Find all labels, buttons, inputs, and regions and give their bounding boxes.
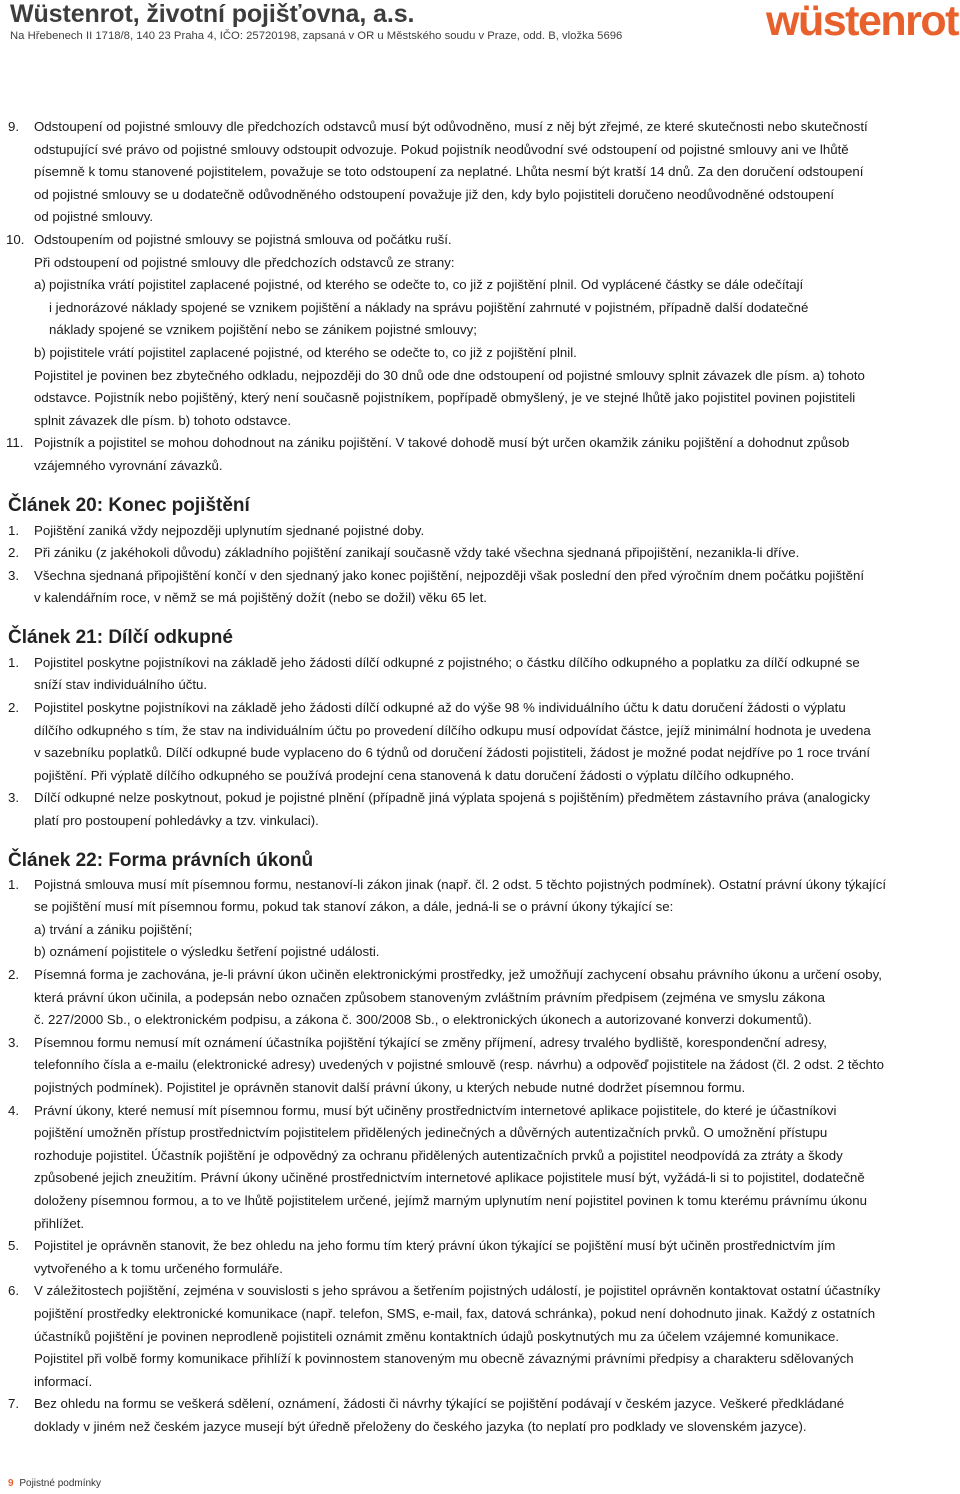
text-line: Všechna sjednaná připojištění končí v den sjednaný jako konec pojištění, nejpozději však poslední den před výročním dnem počátku pojištění	[34, 567, 865, 583]
text-line: splnit závazek dle písm. b) tohoto odstavce.	[34, 412, 292, 428]
company-name: Wüstenrot, životní pojišťovna, a.s.	[10, 0, 415, 28]
text-line: vzájemného vyrovnání závazků.	[34, 457, 223, 473]
sub-item-text: pojistitele vrátí pojistitel zaplacené pojistné, od kterého se odečte to, co již z pojištění plnil.	[49, 344, 577, 360]
text-line: se pojištění musí mít písemnou formu, pokud tak stanoví zákon, a dále, jedná-li se o právní úkony týkající se:	[34, 899, 674, 915]
paragraph-number: 9.	[8, 119, 20, 134]
paragraph-number: 1.	[8, 876, 20, 892]
paragraph-number: 2.	[8, 700, 20, 716]
paragraph-number: 3.	[8, 790, 20, 806]
paragraph-number: 2.	[8, 967, 20, 982]
company-address: Na Hřebenech II 1718/8, 140 23 Praha 4, IČO: 25720198, zapsaná v OR u Městského soudu v Praze, odd. B, vložka 5696	[10, 30, 623, 42]
text-line: telefonního čísla a e-mailu (elektronické adresy) uvedených v pojistné smlouvě (resp. návrhu) a odpověď pojistitele na žádost (čl. 2 odst. 2 těchto	[34, 1057, 884, 1073]
paragraph	[8, 565, 952, 610]
paragraph	[8, 1032, 952, 1100]
sub-item-label: b)	[34, 944, 46, 960]
text-line: vytvořeného a k tomu určeného formuláře.	[34, 1260, 283, 1276]
text-line: způsobené jejich zneužitím. Právní úkony učiněné prostřednictvím internetové aplikace pojistitele musí být, vyžádá-li si to pojistitel, dodatečně	[34, 1170, 865, 1186]
paragraph-number: 3.	[8, 1034, 20, 1050]
page-footer	[8, 1478, 101, 1489]
text-line: pojištění. Při výplatě dílčího odkupného se používá prodejní cena stanovená k datu doručení žádosti o výplatu dílčího odkupného.	[34, 767, 795, 783]
text-line: která právní úkon učinila, a podepsán nebo označen způsobem stanoveným zvláštním právním předpisem (zejména ve smyslu zákona	[34, 989, 826, 1005]
paragraph-number: 7.	[8, 1396, 20, 1412]
paragraph	[8, 1393, 952, 1438]
text-line: Při zániku (z jakéhokoli důvodu) základního pojištění zanikají současně vždy také všechna sjednaná připojištění, nezanikla-li dříve.	[34, 545, 800, 561]
text-line: sníží stav individuálního účtu.	[34, 677, 208, 693]
text-line: pojistných podmínek). Pojistitel je oprávněn stanovit další právní úkony, u kterých nebude nutné dodržet písemnou formu.	[34, 1079, 746, 1095]
text-line: V záležitostech pojištění, zejména v souvislosti s jeho správou a šetřením pojistných událostí, je pojistitel oprávněn kontaktovat ostatní účastníky	[34, 1283, 881, 1299]
text-line: pojištění umožněn přístup prostřednictvím pojistitelem přidělených jedinečných a důvěrných autentizačních prvků. O umožnění přístupu	[34, 1125, 828, 1141]
sub-item-text: oznámení pojistitele o výsledku šetření pojistné události.	[49, 944, 380, 960]
sub-item-text: trvání a zániku pojištění;	[49, 921, 193, 937]
page-number: 9	[8, 1478, 14, 1489]
text-line: náklady spojené se vznikem pojištění nebo se zánikem pojistné smlouvy;	[49, 322, 477, 338]
sub-item-label: b)	[34, 344, 46, 360]
paragraph	[8, 542, 952, 565]
text-line: pojistníka vrátí pojistitel zaplacené pojistné, od kterého se odečte to, co již z pojištění plnil. Od vyplácené částky se dále odečítají	[49, 277, 804, 293]
document-name: Pojistné podmínky	[19, 1478, 102, 1489]
paragraph-number: 3.	[8, 567, 20, 583]
text-line: Odstoupením od pojistné smlouvy se pojistná smlouva od počátku ruší.	[34, 231, 452, 247]
text-line: Pojistitel je povinen bez zbytečného odkladu, nejpozději do 30 dnů ode dne odstoupení od pojistné smlouvy splnit závazek dle písm. a) tohoto	[34, 367, 865, 383]
document-body	[8, 116, 952, 1438]
text-line: Pojistník a pojistitel se mohou dohodnout na zániku pojištění. V takové dohodě musí být určen okamžik zániku pojištění a dohodnut způsob	[34, 435, 850, 451]
sub-item	[8, 941, 952, 964]
paragraph	[8, 787, 952, 832]
paragraph	[8, 229, 952, 274]
text-line: odstupující své právo od pojistné smlouvy odstoupit odvozuje. Pokud pojistník neodůvodní své odstoupení od pojistné smlouvy ani ve lhůtě	[34, 141, 849, 157]
text-line: doloženy písemnou formou, a to ve lhůtě pojistitelem určené, jejímž marným uplynutím není pojistitel povinen k tomu kterému právnímu úkonu	[34, 1192, 867, 1208]
paragraph	[8, 874, 952, 919]
paragraph-continuation	[8, 365, 952, 433]
paragraph-number: 4.	[8, 1102, 20, 1118]
article-20-title: Článek 20: Konec pojištění	[8, 494, 250, 516]
paragraph-number: 6.	[8, 1283, 20, 1299]
text-line: pojištění prostředky elektronické komunikace (např. telefon, SMS, e-mail, fax, datová schránka), pokud není dohodnuto jinak. Každý z ostatních	[34, 1305, 876, 1321]
text-line: v kalendářním roce, v němž se má pojištěný dožít (nebo se dožil) věku 65 let.	[34, 590, 487, 606]
text-line: odstavce. Pojistník nebo pojištěný, který není současně pojistníkem, popřípadě obmyšlený, je ve stejné lhůtě jako pojistitel povinen pojistiteli	[34, 390, 856, 406]
text-line: Pojistitel poskytne pojistníkovi na základě jeho žádosti dílčí odkupné až do výše 98 % individuálního účtu k datu doručení žádosti o výplatu	[34, 700, 846, 716]
wustenrot-logo: wüstenrot	[766, 0, 958, 45]
text-line: Písemnou formu nemusí mít oznámení účastníka pojištění týkající se změny příjmení, adresy trvalého bydliště, korespondenční adresy,	[34, 1034, 827, 1050]
paragraph-number: 11.	[6, 435, 24, 451]
article-21-title: Článek 21: Dílčí odkupné	[8, 626, 233, 648]
text-line: i jednorázové náklady spojené se vznikem pojištění a náklady na správu pojištění zahrnuté v pojistném, případně další dodatečné	[49, 299, 809, 315]
text-line: Při odstoupení od pojistné smlouvy dle předchozích odstavců ze strany:	[34, 254, 455, 270]
text-line: od pojistné smlouvy.	[34, 209, 154, 225]
text-line: Písemná forma je zachována, je-li právní úkon učiněn elektronickými prostředky, jež umožňují zachycení obsahu právního úkonu a určení osoby,	[34, 967, 882, 982]
paragraph-number: 5.	[8, 1238, 20, 1254]
text-line: přihlížet.	[34, 1215, 85, 1231]
text-line: písemně k tomu stanovené pojistitelem, považuje se toto odstoupení za neplatné. Lhůta nesmí být kratší 14 dnů. Za den doručení odstoupení	[34, 164, 864, 180]
paragraph	[8, 697, 952, 787]
sub-item	[8, 342, 952, 365]
text-line: Pojištění zaniká vždy nejpozději uplynutím sjednané pojistné doby.	[34, 522, 425, 538]
paragraph	[8, 432, 952, 477]
sub-item	[8, 919, 952, 942]
paragraph	[8, 1280, 952, 1393]
paragraph	[8, 520, 952, 543]
text-line: Pojistitel je oprávněn stanovit, že bez ohledu na jeho formu tím který právní úkon týkající se pojištění musí být učiněn prostřednictvím jím	[34, 1238, 836, 1254]
text-line: doklady v jiném než českém jazyce musejí být úředně přeloženy do českého jazyka (to neplatí pro podklady ve slovenském jazyce).	[34, 1418, 807, 1434]
page-header	[10, 0, 958, 48]
text-line: rozhoduje pojistitel. Účastník pojištění je odpovědný za ochranu přidělených autentizačních prvků a pojistitel neodpovídá za ztráty a škody	[34, 1147, 843, 1163]
paragraph	[8, 116, 952, 229]
text-line: Dílčí odkupné nelze poskytnout, pokud je pojistné plnění (případně jiná výplata spojená s pojištěním) předmětem zástavního práva (analogicky	[34, 790, 870, 806]
text-line: Odstoupení od pojistné smlouvy dle předchozích odstavců musí být odůvodněno, musí z něj být zřejmé, ze které skutečnosti nebo skutečností	[34, 119, 868, 134]
text-line: informací.	[34, 1373, 93, 1389]
text-line: Právní úkony, které nemusí mít písemnou formu, musí být učiněny prostřednictvím internetové aplikace pojistitele, do které je účastníkovi	[34, 1102, 837, 1118]
sub-item-label: a)	[34, 921, 46, 937]
text-line: platí pro postoupení pohledávky a tzv. vinkulaci).	[34, 813, 319, 829]
paragraph	[8, 652, 952, 697]
sub-item	[8, 274, 952, 342]
paragraph-number: 1.	[8, 522, 20, 538]
paragraph-number: 10.	[6, 231, 25, 247]
article-22-title: Článek 22: Forma právních úkonů	[8, 849, 314, 871]
sub-item-label: a)	[34, 277, 46, 293]
paragraph	[8, 1235, 952, 1280]
paragraph-number: 2.	[8, 545, 20, 561]
text-line: od pojistné smlouvy se u dodatečně odůvodněného odstoupení považuje již den, kdy bylo pojistiteli doručeno neodůvodněné odstoupení	[34, 186, 834, 202]
text-line: č. 227/2000 Sb., o elektronickém podpisu, a zákona č. 300/2008 Sb., o elektronických úkonech a autorizované konverzi dokumentů).	[34, 1012, 812, 1028]
paragraph-number: 1.	[8, 654, 20, 670]
text-line: dílčího odkupného s tím, že stav na individuálním účtu po provedení dílčího odkupu musí odpovídat částce, jejíž minimální hodnota je uvedena	[34, 722, 871, 738]
text-line: Bez ohledu na formu se veškerá sdělení, oznámení, žádosti či návrhy týkající se pojištění podávají v českém jazyce. Veškeré předkládané	[34, 1396, 845, 1412]
paragraph	[8, 1100, 952, 1236]
text-line: účastníků pojištění je povinen neprodleně pojistiteli oznámit změnu kontaktních údajů poskytnutých mu za účelem vzájemné komunikace.	[34, 1328, 840, 1344]
text-line: v sazebníku poplatků. Dílčí odkupné bude vyplaceno do 6 týdnů od doručení žádosti pojistiteli, žádost je možné podat nejdříve po 1 roce trvání	[34, 745, 871, 761]
text-line: Pojistitel poskytne pojistníkovi na základě jeho žádosti dílčí odkupné z pojistného; o částku dílčího odkupného a poplatku za dílčí odkupné se	[34, 654, 860, 670]
text-line: Pojistitel při volbě formy komunikace přihlíží k povinnostem stanoveným mu obecně závaznými právními předpisy a charakteru sdělovaných	[34, 1351, 854, 1367]
paragraph	[8, 964, 952, 1032]
text-line: Pojistná smlouva musí mít písemnou formu, nestanoví-li zákon jinak (např. čl. 2 odst. 5 těchto pojistných podmínek). Ostatní právní úkony týkající	[34, 876, 887, 892]
